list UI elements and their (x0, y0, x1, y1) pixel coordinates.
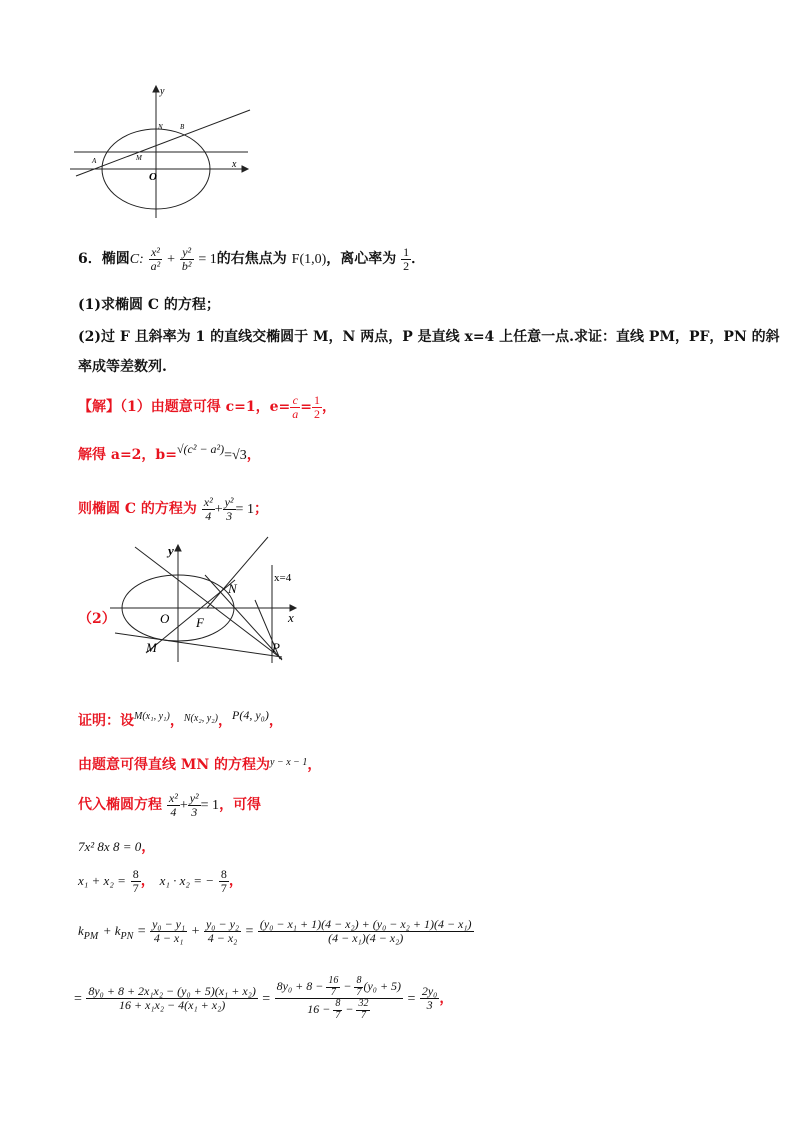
problem-stem-3: ，离心率为 (326, 251, 397, 268)
focus-point: F(1,0) (291, 252, 327, 268)
k-symbol: k (78, 923, 84, 939)
vieta-end: ， (228, 873, 243, 890)
simp-end: ， (439, 990, 454, 1007)
problem-part2-line1: (2)过 F 且斜率为 1 的直线交椭圆于 M，N 两点，P 是直线 x=4 上任意一点.求证：直线 PM，PF，PN 的斜 (78, 329, 780, 345)
s3-eq: = 1 (235, 502, 254, 518)
solution-line2 (78, 444, 261, 464)
point-p: P(4, y₀) (232, 708, 269, 722)
substitution-line (78, 792, 261, 818)
vieta-frac-1: $\frac{8}{7}$ (132, 867, 139, 895)
eq-frac-y: $\frac{\text{y²}}{\text{b²}}$ (181, 245, 192, 273)
sub-eq: = 1 (200, 798, 220, 814)
fig2-origin-label: O (160, 611, 170, 626)
slope-frac-1: $\frac{\text{y₀ − y₁}}{\text{4 − x₁}}$ (152, 917, 186, 945)
ecc-c-over-a: $\frac{c}{a}$ (292, 393, 299, 421)
solution-line1 (78, 394, 336, 420)
sub-prefix: 代入椭圆方程 (78, 797, 162, 814)
figure-ellipse-secant (70, 80, 270, 220)
fig1-a-label: A (92, 157, 97, 165)
mn-end: ， (307, 757, 322, 773)
fig1-m-label: M (136, 154, 142, 162)
fig2-y-arrow (175, 545, 181, 551)
s2-root: √(c² − a²) (176, 442, 225, 456)
sub-plus: + (179, 798, 188, 814)
slope-frac-2: $\frac{\text{y₀ − y₂}}{\text{4 − x₂}}$ (205, 917, 240, 945)
k-pm-sub: PM (83, 930, 99, 942)
fig1-y-arrow (153, 86, 159, 92)
slope-sum-line (78, 918, 474, 944)
solution-s1-prefix: （1）由题意可得 c=1，e= (120, 399, 291, 416)
problem-stem-1: 椭圆 (101, 251, 130, 268)
simp-eq-0: = (74, 991, 82, 1007)
simp-frac-2: 8y₀ + 8 − $\frac{16}{7}$ − $\frac{8}{7}$ (y₀ + 5) 16 − $\frac{8}{7}$ − $\frac{32}{7}$ (276, 975, 402, 1021)
fig1-origin-label: O (149, 171, 157, 183)
point-m: M(x₁, y₁) (134, 711, 170, 722)
vieta-sum: x₁ + x₂ = (78, 873, 126, 889)
k-eq: = (137, 924, 146, 940)
vieta-comma: ， (140, 873, 155, 890)
comma-2: ， (218, 713, 232, 729)
s2-eq: = (224, 448, 233, 463)
point-n: N(x₂, y₂) (183, 713, 218, 724)
solution-tag: 【解】 (78, 399, 120, 416)
ecc-one-half: $\frac{1}{2}$ (313, 393, 320, 421)
figure-ellipse-focus-chord (110, 535, 310, 663)
simp-frac-3: $\frac{\text{2y₀}}{3}$ (421, 984, 438, 1012)
quad-end: ， (141, 839, 156, 855)
simp-eq-2: = (407, 991, 416, 1007)
fig2-line-long (135, 547, 282, 659)
fig1-secant-line (76, 110, 250, 176)
proof-end: ， (268, 713, 283, 729)
problem-part2-line2: 率成等差数列. (78, 359, 167, 375)
proof-prefix: 证明：设 (78, 713, 134, 729)
slope-frac-3: $\frac{\text{(y₀ − x₁ + 1)(4 − x₂) + (y₀ − x₂ + 1)(4 − x₁)}}{\text{(4 − x₁)(4 − x₂)}}$ (259, 917, 472, 945)
s3-end: ； (253, 501, 268, 518)
fig2-x-label: x (288, 610, 294, 625)
fig2-line-steep (207, 537, 268, 608)
problem-stem (78, 246, 425, 272)
eccentricity-frac: $\frac{1}{2}$ (403, 245, 410, 273)
sub-end: ，可得 (219, 797, 262, 814)
fig1-b-label: B (180, 123, 185, 131)
mn-prefix: 由题意可得直线 MN 的方程为 (78, 757, 271, 773)
s3-frac-x: $\frac{\text{x²}}{4}$ (203, 495, 213, 523)
sub-frac-y: $\frac{\text{y²}}{3}$ (189, 791, 199, 819)
ellipse-name: C: (129, 252, 144, 268)
mn-equation: y − x − 1 (270, 757, 308, 768)
fig1-y-label: y (160, 86, 165, 97)
s2-end: ， (246, 447, 261, 463)
s3-frac-y: $\frac{\text{y²}}{3}$ (224, 495, 234, 523)
s1-eq: = (300, 399, 312, 416)
simplification-line (74, 976, 453, 1021)
fig2-n-label: N (228, 581, 237, 596)
k-pn-sub: PN (120, 930, 134, 942)
problem-number: 6． (78, 251, 102, 268)
simp-eq-1: = (262, 991, 271, 1007)
s3-plus: + (214, 502, 223, 518)
problem-stem-end: ． (411, 251, 426, 268)
quadratic-line (78, 836, 155, 856)
problem-stem-2: 的右焦点为 (216, 251, 287, 268)
vieta-line (78, 868, 243, 894)
fig1-n-label: N (158, 123, 163, 131)
fig2-line-pm (115, 633, 282, 657)
line-mn (78, 754, 321, 774)
solution-s2-prefix: 解得 a=2，b= (78, 447, 177, 463)
s1-end: ， (321, 399, 336, 416)
slope-eq: = (245, 924, 254, 940)
slope-plus: + (191, 924, 200, 940)
part2-label: （2） (78, 611, 116, 627)
sub-frac-x: $\frac{\text{x²}}{4}$ (168, 791, 178, 819)
fig2-x4-label: x=4 (274, 572, 292, 584)
comma-1: ， (169, 713, 184, 729)
simp-frac-1: $\frac{\text{8y₀ + 8 + 2x₁x₂ − (y₀ + 5)(x₁ + x₂)}}{\text{16 + x₁x₂ − 4(x₁ + x₂)}}$ (88, 984, 256, 1012)
fig1-x-arrow (242, 166, 248, 172)
fig2-f-label: F (196, 615, 204, 630)
fig2-p-label: P (272, 640, 280, 655)
vieta-product: x₁ · x₂ = − (159, 873, 214, 889)
eq-frac-x: $\frac{\text{x²}}{\text{a²}}$ (150, 245, 161, 273)
s2-sqrt3: √3 (232, 448, 247, 463)
solution-line3 (78, 496, 268, 522)
problem-part1: (1)求椭圆 C 的方程； (78, 297, 220, 313)
vieta-frac-2: $\frac{8}{7}$ (220, 867, 227, 895)
quadratic-equation: 7x² 8x 8 = 0 (78, 839, 142, 854)
fig2-m-label: M (146, 640, 157, 655)
eq-equals-one: = 1 (198, 252, 217, 268)
fig1-x-label: x (232, 159, 237, 170)
fig2-y-label: y (168, 543, 174, 558)
k-plus: + k (102, 923, 121, 939)
solution-s3-prefix: 则椭圆 C 的方程为 (78, 501, 197, 518)
eq-plus: + (167, 252, 176, 268)
proof-line (78, 710, 283, 730)
